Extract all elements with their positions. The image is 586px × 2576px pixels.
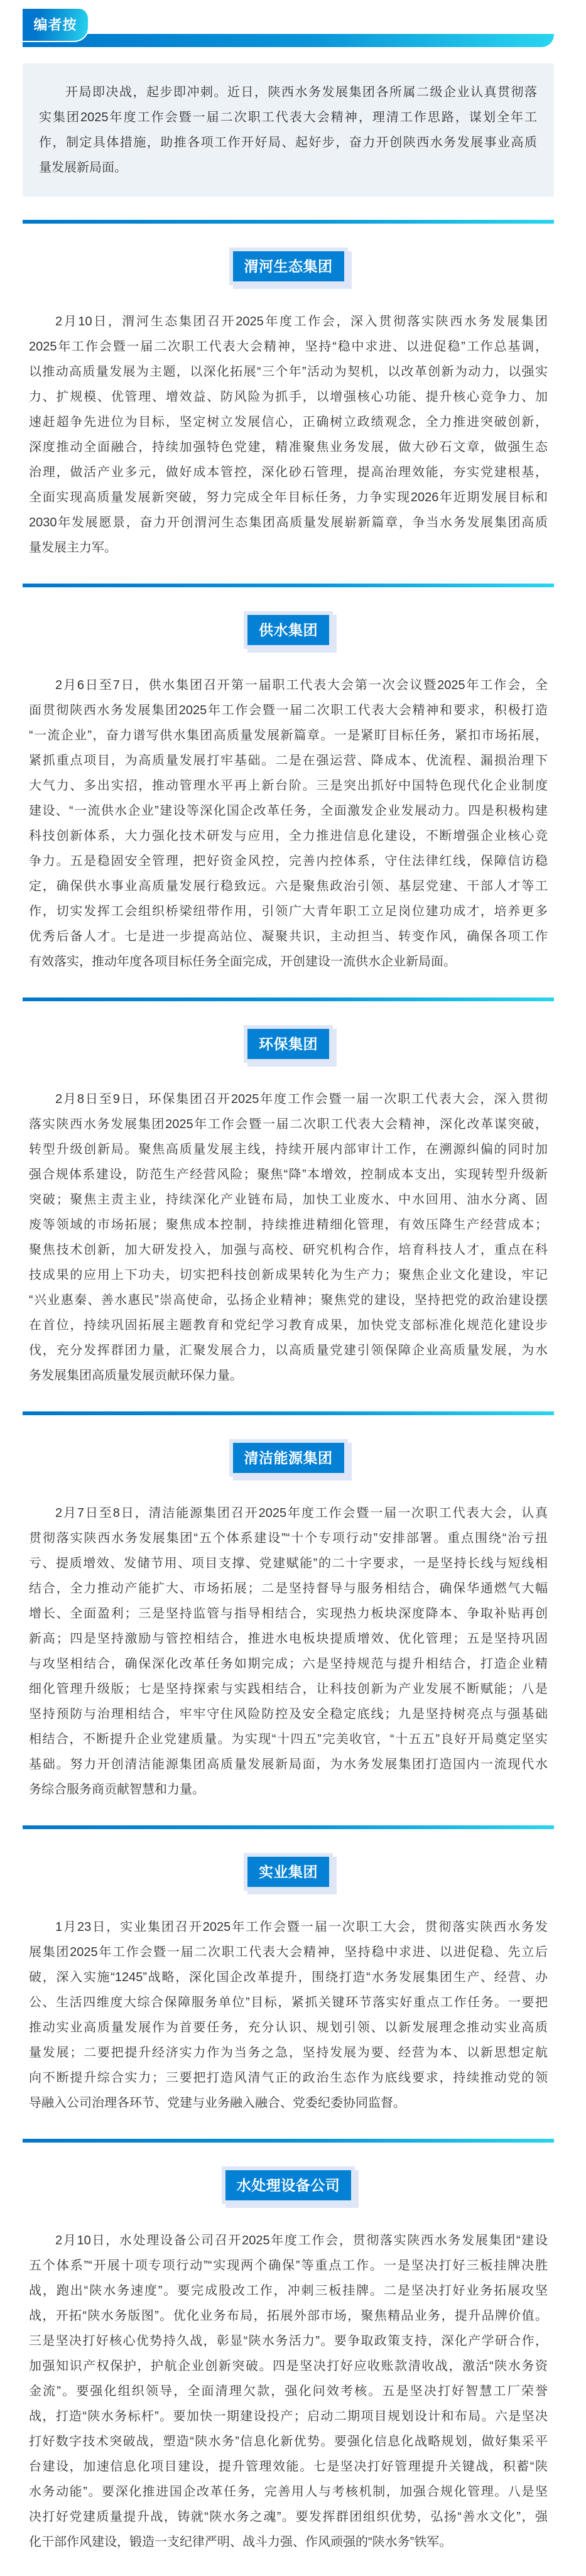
text-line: 基础。努力开创清洁能源集团高质量发展新局面，为水务发展集团打造国内一流现代水	[29, 1758, 548, 1771]
text-line: 科技创新体系，大力强化技术研发与应用，全力推进信息化建设，不断增强企业核心竞	[29, 829, 548, 843]
text-line: 相结合，不断提升企业党建质量。为实现“十四五”完美收官，“十五五”良好开局奠定坚实	[29, 1732, 548, 1746]
text-line: 以推动高质量发展为主题，以深化拓展“三个年”活动为契机，以改革创新为动力，以强实	[29, 365, 548, 379]
text-line: 作，切实发挥工会组织桥梁纽带作用，引领广大青年职工立足岗位建功成才，培养更多	[29, 905, 548, 918]
section-divider	[23, 584, 554, 587]
section-title: 渭河生态集团	[233, 251, 344, 281]
section-divider	[23, 1825, 554, 1829]
section-divider	[23, 2139, 554, 2143]
section-body	[23, 1915, 554, 2116]
text-line: 向不断提升综合实力；三要把打造风清气正的政治生态作为底线要求，持续推动党的领	[29, 2071, 548, 2085]
section-industrial-group	[23, 1825, 554, 2116]
text-line: 三是坚决打好核心优势持久战，彰显“陕水务活力”。要争取政策支持，深化产学研合作，	[29, 2334, 548, 2348]
section-title: 供水集团	[247, 615, 329, 645]
text-line: 金流”。要强化组织领导，全面清理欠款，强化问效考核。五是坚决打好智慧工厂荣誉	[29, 2384, 548, 2398]
text-line: “一流企业”，奋力谱写供水集团高质量发展新篇章。一是紧盯目标任务，紧扣市场拓展，	[29, 729, 548, 742]
text-line: 化干部作风建设，锻造一支纪律严明、战斗力强、作风顽强的“陕水务”铁军。	[29, 2535, 452, 2549]
text-line: 2030年发展愿景，奋力开创渭河生态集团高质量发展崭新篇章，争当水务发展集团高质	[29, 516, 548, 530]
text-line: 聚焦技术创新，加大研发投入，加强与高校、研究机构合作，培育科技人才，重点在科	[29, 1243, 548, 1257]
text-line: 2月7日至8日，清洁能源集团召开2025年度工作会暨一届一次职工代表大会，认真	[55, 1506, 548, 1520]
text-line: 务发展集团高质量发展贡献环保力量。	[29, 1369, 242, 1383]
text-line: 大气力、多出实招，推动管理水平再上新台阶。三是突出抓好中国特色现代化企业制度	[29, 779, 548, 793]
text-line: 在首位，持续巩固拓展主题教育和党纪学习教育成果，加快党支部标准化规范化建设步	[29, 1318, 548, 1332]
text-line: 全面实现高质量发展新突破，努力完成全年目标任务，力争实现2026年近期发展目标和	[29, 491, 548, 504]
text-line: 量发展新局面。	[39, 161, 127, 175]
text-line: 2025年工作会暨一届二次职工代表大会精神，坚持“稳中求进、以进促稳”工作总基调，	[29, 340, 548, 354]
text-line: 展集团2025年工作会暨一届二次职工代表大会精神，坚持稳中求进、以进促稳、先立后	[29, 1945, 548, 1959]
section-water-supply-group	[23, 584, 554, 974]
text-line: 落实陕西水务发展集团2025年工作会暨一届二次职工代表大会精神，深化改革谋突破，	[29, 1117, 548, 1131]
section-environmental-group	[23, 997, 554, 1388]
section-heading	[23, 615, 554, 645]
section-divider	[23, 1411, 554, 1415]
section-title: 清洁能源集团	[233, 1443, 344, 1473]
section-weihe-ecology-group	[23, 220, 554, 560]
text-line: 速赶超争先进位为目标，坚定树立发展信心，正确树立政绩观念，全力推进突破创新，	[29, 415, 548, 429]
text-line: 五个体系”“开展十项专项行动”“实现两个确保”等重点工作。一是坚决打好三板挂牌决胜	[29, 2259, 548, 2273]
text-line: 加强知识产权保护，护航企业创新突破。四是坚决打好应收账款清收战，激活“陕水务资	[29, 2359, 548, 2373]
text-line: 打好数字技术突破战，塑造“陕水务”信息化新优势。要强化信息化战略规划，做好集采平	[29, 2435, 548, 2448]
text-line: 技成果的应用上下功夫，切实把科技创新成果转化为生产力；聚焦企业文化建设，牢记	[29, 1268, 548, 1282]
section-divider	[23, 220, 554, 224]
text-line: 台建设，加速信息化项目建设，提升管理效能。七是坚决打好管理提升关键战，积蓄“陕	[29, 2460, 548, 2474]
text-line: 优秀后备人才。七是进一步提高站位、凝聚共识，主动担当、转变作风，确保各项工作	[29, 930, 548, 943]
text-line: 治理，做活产业多元，做好成本管控，深化砂石管理，提高治理效能，夯实党建根基，	[29, 465, 548, 479]
article-content	[23, 0, 554, 2555]
text-line: 力、扩规模、优管理、增效益、防风险为抓手，以增强核心功能、提升核心竞争力、加	[29, 390, 548, 404]
text-line: 2月10日，渭河生态集团召开2025年度工作会，深入贯彻落实陕西水务发展集团	[55, 315, 548, 329]
section-heading	[23, 251, 554, 281]
text-line: 2月10日，水处理设备公司召开2025年度工作会，贯彻落实陕西水务发展集团“建设	[55, 2234, 548, 2247]
section-body	[23, 673, 554, 974]
section-heading	[23, 1857, 554, 1887]
text-line: 紧抓重点项目，为高质量发展打牢基础。二是在强运营、降成本、优流程、漏损治理下	[29, 754, 548, 768]
editor-note-header	[23, 0, 554, 47]
text-line: 深度推动全面融合，持续加强特色党建，精准聚焦业务发展，做大砂石文章，做强生态	[29, 440, 548, 454]
header-gradient-bar	[23, 34, 554, 47]
text-line: 量发展主力军。	[29, 541, 117, 555]
text-line: 战，打造“陕水务标杆”。要加快一期建设投产；启动二期项目规划设计和布局。六是坚决	[29, 2410, 548, 2423]
text-line: 作，制定具体措施，助推各项工作开好局、起好步，奋力开创陕西水务发展事业高质	[39, 136, 537, 149]
text-line: 面贯彻陕西水务发展集团2025年工作会暨一届二次职工代表大会精神和要求，积极打造	[29, 704, 548, 717]
text-line: 伐，充分发挥群团力量，汇聚发展合力，以高质量党建引领保障企业高质量发展，为水	[29, 1344, 548, 1357]
section-body	[23, 309, 554, 560]
editor-note-label: 编者按	[23, 9, 89, 42]
text-line: 务综合服务商贡献智慧和力量。	[29, 1783, 205, 1796]
section-heading	[23, 1443, 554, 1473]
text-line: 开局即决战，起步即冲刺。近日，陕西水务发展集团各所属二级企业认真贯彻落	[65, 85, 537, 99]
section-water-treatment-equipment-company	[23, 2139, 554, 2555]
section-title: 环保集团	[247, 1029, 329, 1059]
text-line: 增长、全面盈利；三是坚持监管与指导相结合，实现热力板块深度降本、争取补贴再创	[29, 1607, 548, 1621]
text-line: 与攻坚相结合，确保深化改革任务如期完成；六是坚持规范与提升相结合，打造企业精	[29, 1657, 548, 1671]
text-line: 结合，全力推动产能扩大、市场拓展；二是坚持督导与服务相结合，确保华通燃气大幅	[29, 1582, 548, 1595]
text-line: 2月8日至9日，环保集团召开2025年度工作会暨一届一次职工代表大会，深入贯彻	[55, 1092, 548, 1106]
text-line: 1月23日，实业集团召开2025年工作会暨一届一次职工大会，贯彻落实陕西水务发	[55, 1920, 548, 1934]
section-body	[23, 2228, 554, 2555]
text-line: 2月6日至7日，供水集团召开第一届职工代表大会第一次会议暨2025年工作会，全	[55, 678, 548, 692]
text-line: 公、生活四维度大综合保障服务单位”目标，紧抓关键环节落实好重点工作任务。一要把	[29, 1996, 548, 2009]
text-line: 实集团2025年度工作会暨一届二次职工代表大会精神，理清工作思路，谋划全年工	[39, 111, 537, 124]
section-heading	[23, 2170, 554, 2200]
text-line: 争力。五是稳固安全管理，把好资金风控，完善内控体系，守住法律红线，保障信访稳	[29, 854, 548, 868]
section-title: 实业集团	[247, 1857, 329, 1887]
text-line: 决打好党建质量提升战，铸就“陕水务之魂”。要发挥群团组织优势，弘扬“善水文化”，强	[29, 2510, 548, 2524]
text-line: 废等领域的市场拓展；聚焦成本控制，持续推进精细化管理，有效压降生产经营成本；	[29, 1218, 548, 1232]
text-line: 战，开拓“陕水务版图”。优化业务布局，拓展外部市场，聚焦精品业务，提升品牌价值。	[29, 2309, 548, 2323]
text-line: 转型升级创新局。聚焦高质量发展主线，持续开展内部审计工作，在溯源纠偏的同时加	[29, 1143, 548, 1156]
text-line: 贯彻落实陕西水务发展集团“五个体系建设”“十个专项行动”安排部署。重点围绕“治亏扭	[29, 1531, 548, 1545]
text-line: 突破；聚焦主责主业，持续深化产业链布局，加快工业废水、中水回用、油水分离、固	[29, 1193, 548, 1207]
section-divider	[23, 997, 554, 1001]
text-line: 细化管理升级版；七是坚持探索与实践相结合，让科技创新为产业发展不断赋能；八是	[29, 1682, 548, 1696]
text-line: 有效落实，推动年度各项目标任务全面完成，开创建设一流供水企业新局面。	[29, 955, 456, 969]
text-line: 破，深入实施“1245”战略，深化国企改革提升，围绕打造“水务发展集团生产、经营、办	[29, 1970, 548, 1984]
text-line: 水务动能”。要深化推进国企改革任务，完善用人与考核机制，加强合规化管理。八是坚	[29, 2485, 548, 2499]
text-line: 新高；四是坚持激励与管控相结合，推进水电板块提质增效、优化管理；五是坚持巩固	[29, 1632, 548, 1646]
text-line: 战，跑出“陕水务速度”。要完成股改工作，冲刺三板挂牌。二是坚决打好业务拓展攻坚	[29, 2284, 548, 2298]
text-line: “兴业惠秦、善水惠民”崇高使命，弘扬企业精神；聚焦党的建设，坚持把党的政治建设摆	[29, 1293, 548, 1307]
editor-note-box	[23, 63, 554, 197]
text-line: 量发展；二要把提升经济实力作为当务之急，坚持发展为要、经营为本、以新思想定航	[29, 2046, 548, 2060]
text-line: 强合规体系建设，防范生产经营风险；聚焦“降”本增效，控制成本支出，实现转型升级新	[29, 1168, 548, 1182]
text-line: 亏、提质增效、发储节用、项目支撑、党建赋能”的二十字要求，一是坚持长线与短线相	[29, 1557, 548, 1570]
section-heading	[23, 1029, 554, 1059]
section-body	[23, 1087, 554, 1388]
text-line: 坚持预防与治理相结合，牢牢守住风险防控及安全稳定底线；九是坚持树亮点与强基础	[29, 1707, 548, 1721]
section-body	[23, 1501, 554, 1802]
text-line: 建设、“一流供水企业”建设等深化国企改革任务，全面激发企业发展动力。四是积极构建	[29, 804, 548, 818]
text-line: 推动实业高质量发展作为首要任务，充分认识、规划引领、以新发展理念推动实业高质	[29, 2021, 548, 2035]
text-line: 定，确保供水事业高质量发展行稳致远。六是聚焦政治引领、基层党建、干部人才等工	[29, 879, 548, 893]
section-clean-energy-group	[23, 1411, 554, 1802]
section-title: 水处理设备公司	[225, 2170, 352, 2200]
text-line: 导融入公司治理各环节、党建与业务融入融合、党委纪委协同监督。	[29, 2096, 406, 2110]
